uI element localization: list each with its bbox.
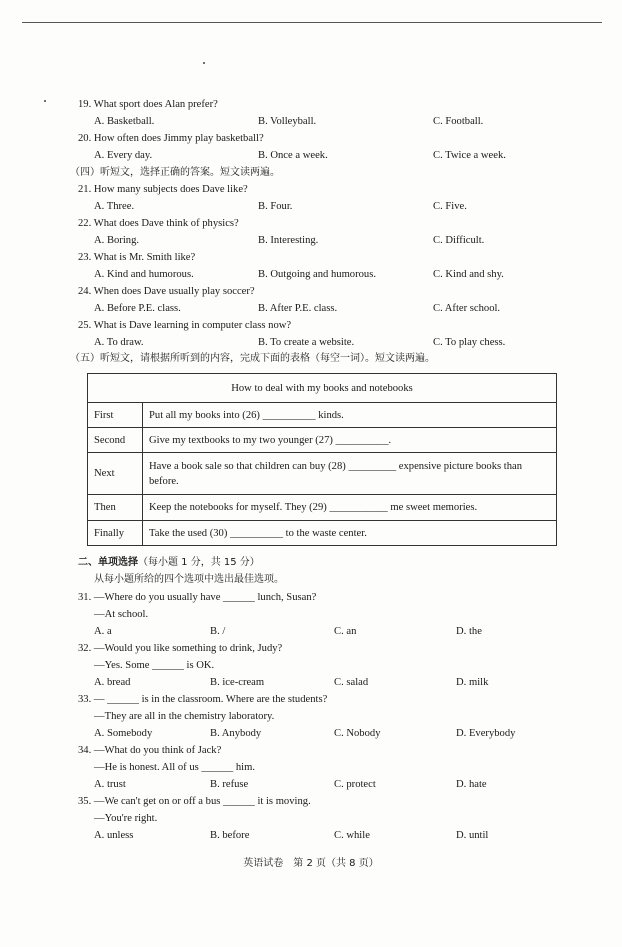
page-footer: 英语试卷 第 2 页（共 8 页）	[243, 858, 379, 869]
row-text: Keep the notebooks for myself. They (29) ___________ me sweet memories.	[143, 495, 557, 521]
option-a: A. Boring.	[94, 235, 140, 246]
answer-line: —They are all in the chemistry laboratory.	[94, 711, 275, 722]
top-rule	[22, 22, 602, 23]
option-c: C. After school.	[433, 303, 501, 314]
option-c: C. Kind and shy.	[433, 269, 504, 280]
option-c: C. Twice a week.	[433, 150, 506, 161]
question-stem: 25. What is Dave learning in computer class now?	[78, 320, 292, 331]
option-d: D. Everybody	[456, 728, 516, 739]
row-text: Put all my books into (26) __________ kinds.	[143, 403, 557, 428]
scan-speck	[203, 62, 205, 64]
row-label: Finally	[88, 521, 143, 546]
row-text: Take the used (30) __________ to the waste center.	[143, 521, 557, 546]
option-d: D. hate	[456, 779, 487, 790]
option-a: A. a	[94, 626, 112, 637]
option-b: B. To create a website.	[258, 337, 355, 348]
row-text: Have a book sale so that children can buy (28) _________ expensive picture books than before.	[143, 453, 557, 495]
option-b: B. Four.	[258, 201, 293, 212]
notes-table	[87, 373, 557, 546]
section2-instructions: 从每小题所给的四个选项中选出最佳选项。	[94, 574, 284, 585]
option-c: C. salad	[334, 677, 369, 688]
part4-heading: （四）听短文，选择正确的答案。短文读两遍。	[70, 167, 280, 178]
answer-line: —You're right.	[94, 813, 158, 824]
option-c: C. Football.	[433, 116, 484, 127]
question-stem: 35. —We can't get on or off a bus ______ it is moving.	[78, 796, 311, 807]
option-a: A. Three.	[94, 201, 135, 212]
option-b: B. After P.E. class.	[258, 303, 338, 314]
option-a: A. To draw.	[94, 337, 144, 348]
option-c: C. an	[334, 626, 357, 637]
option-a: A. Basketball.	[94, 116, 155, 127]
option-c: C. Nobody	[334, 728, 381, 739]
answer-line: —At school.	[94, 609, 149, 620]
option-b: B. before	[210, 830, 250, 841]
scan-speck	[44, 100, 46, 102]
question-stem: 24. When does Dave usually play soccer?	[78, 286, 255, 297]
option-b: B. Volleyball.	[258, 116, 317, 127]
option-d: D. until	[456, 830, 489, 841]
option-d: D. the	[456, 626, 482, 637]
question-stem: 32. —Would you like something to drink, Judy?	[78, 643, 283, 654]
question-stem: 31. —Where do you usually have ______ lunch, Susan?	[78, 592, 317, 603]
option-a: A. Before P.E. class.	[94, 303, 181, 314]
option-c: C. Five.	[433, 201, 467, 212]
option-a: A. unless	[94, 830, 134, 841]
option-d: D. milk	[456, 677, 489, 688]
option-a: A. Somebody	[94, 728, 153, 739]
question-stem: 23. What is Mr. Smith like?	[78, 252, 196, 263]
answer-line: —He is honest. All of us ______ him.	[94, 762, 255, 773]
row-label: Then	[88, 495, 143, 521]
option-b: B. Anybody	[210, 728, 262, 739]
question-stem: 22. What does Dave think of physics?	[78, 218, 239, 229]
option-c: C. To play chess.	[433, 337, 506, 348]
section2-score: （每小题 1 分，共 15 分）	[138, 557, 260, 568]
answer-line: —Yes. Some ______ is OK.	[94, 660, 215, 671]
option-c: C. while	[334, 830, 370, 841]
option-b: B. ice-cream	[210, 677, 265, 688]
option-b: B. /	[210, 626, 226, 637]
row-text: Give my textbooks to my two younger (27) __________.	[143, 428, 557, 453]
part5-heading: （五）听短文，请根据所听到的内容，完成下面的表格（每空一词）。短文读两遍。	[70, 353, 435, 364]
question-stem: 19. What sport does Alan prefer?	[78, 99, 218, 110]
option-b: B. refuse	[210, 779, 249, 790]
option-b: B. Once a week.	[258, 150, 328, 161]
table-row	[88, 495, 557, 521]
section2-title: 二、单项选择	[78, 557, 138, 568]
row-label: Second	[88, 428, 143, 453]
option-c: C. protect	[334, 779, 376, 790]
option-b: B. Outgoing and humorous.	[258, 269, 377, 280]
table-row	[88, 453, 557, 495]
table-row	[88, 403, 557, 428]
option-a: A. Kind and humorous.	[94, 269, 194, 280]
option-a: A. trust	[94, 779, 126, 790]
option-c: C. Difficult.	[433, 235, 485, 246]
option-a: A. bread	[94, 677, 131, 688]
question-stem: 21. How many subjects does Dave like?	[78, 184, 248, 195]
question-stem: 33. — ______ is in the classroom. Where are the students?	[78, 694, 328, 705]
option-a: A. Every day.	[94, 150, 153, 161]
row-label: First	[88, 403, 143, 428]
question-stem: 34. —What do you think of Jack?	[78, 745, 222, 756]
table-row	[88, 428, 557, 453]
option-b: B. Interesting.	[258, 235, 319, 246]
table-row	[88, 521, 557, 546]
section2-header	[78, 556, 260, 569]
row-label: Next	[88, 453, 143, 495]
question-stem: 20. How often does Jimmy play basketball?	[78, 133, 264, 144]
table-title: How to deal with my books and notebooks	[88, 374, 557, 403]
